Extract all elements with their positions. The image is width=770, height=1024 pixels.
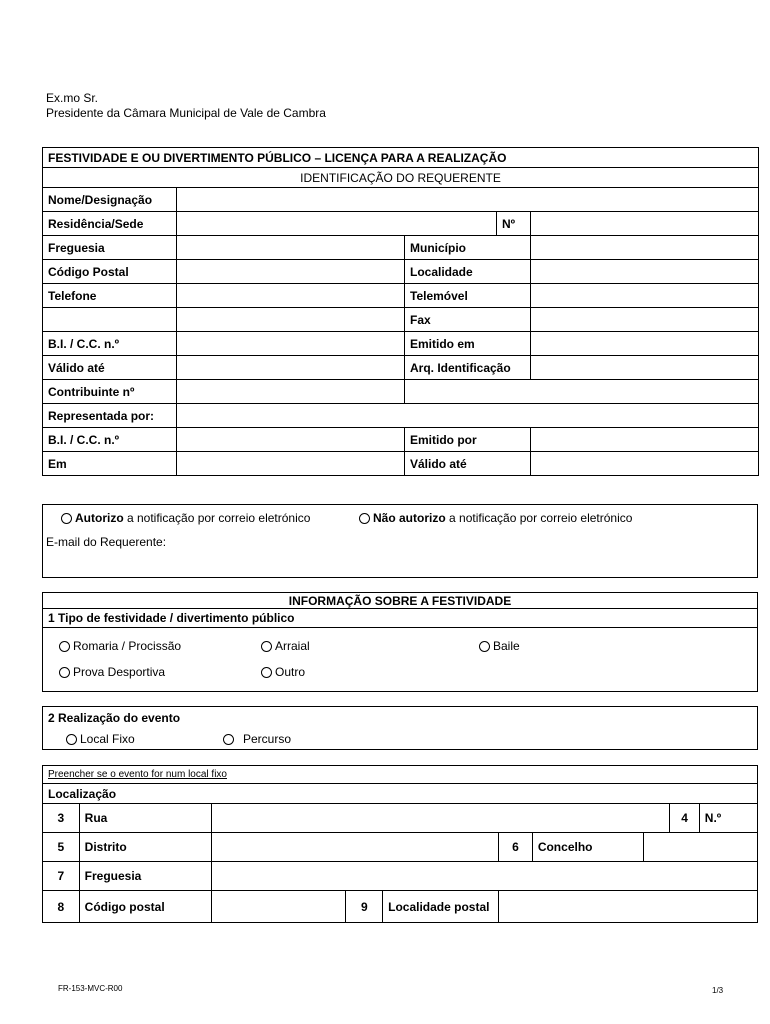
label-telefone: Telefone	[43, 284, 177, 308]
option-percurso[interactable]	[223, 732, 291, 746]
row-number: 3	[43, 804, 80, 833]
field-residencia[interactable]	[177, 212, 497, 236]
radio-circle-icon[interactable]	[479, 641, 490, 652]
field-municipio[interactable]	[531, 236, 759, 260]
form-title: FESTIVIDADE E OU DIVERTIMENTO PÚBLICO – LICENÇA PARA A REALIZAÇÃO	[43, 148, 759, 168]
label-residencia: Residência/Sede	[43, 212, 177, 236]
label-numero-porta	[699, 804, 757, 833]
nao-autorizo-text: a notificação por correio eletrónico	[445, 511, 633, 525]
label-numero: Nº	[497, 212, 531, 236]
field-em[interactable]	[177, 452, 405, 476]
field-emitido-em[interactable]	[531, 332, 759, 356]
radio-circle-icon[interactable]	[59, 667, 70, 678]
field-telefone[interactable]	[177, 284, 405, 308]
label-rua: Rua	[79, 804, 211, 833]
field-telemovel[interactable]	[531, 284, 759, 308]
realizacao-heading: 2 Realização do evento	[48, 711, 181, 725]
option-baile[interactable]	[479, 639, 520, 653]
blank-cell	[43, 308, 177, 332]
local-heading: Localização	[43, 784, 758, 804]
option-autorizo[interactable]	[61, 511, 310, 525]
label-emitido-em: Emitido em	[405, 332, 531, 356]
addressee: Presidente da Câmara Municipal de Vale de Cambra	[46, 106, 326, 120]
field-valido-ate[interactable]	[177, 356, 405, 380]
local-note: Preencher se o evento for num local fixo	[43, 766, 758, 784]
row-number: 6	[499, 833, 533, 862]
label-freguesia: Freguesia	[43, 236, 177, 260]
label-emitido-por: Emitido por	[405, 428, 531, 452]
label-distrito: Distrito	[79, 833, 211, 862]
blank-cell	[177, 308, 405, 332]
label-freguesia-local: Freguesia	[79, 862, 211, 891]
divider	[43, 627, 757, 628]
radio-circle-icon[interactable]	[223, 734, 234, 745]
option-label: Romaria / Procissão	[73, 639, 182, 653]
realizacao-box	[42, 706, 758, 750]
label-concelho: Concelho	[532, 833, 643, 862]
field-localidade-postal[interactable]	[499, 891, 758, 923]
label-localidade: Localidade	[405, 260, 531, 284]
row-number: 5	[43, 833, 80, 862]
label-localidade-postal: Localidade postal	[383, 891, 499, 923]
row-number: 8	[43, 891, 80, 923]
info-title: INFORMAÇÃO SOBRE A FESTIVIDADE	[288, 594, 512, 608]
option-label: Baile	[493, 639, 520, 653]
field-distrito[interactable]	[212, 833, 499, 862]
field-rua[interactable]	[212, 804, 670, 833]
salutation: Ex.mo Sr.	[46, 91, 99, 105]
radio-circle-icon[interactable]	[66, 734, 77, 745]
label-telemovel: Telemóvel	[405, 284, 531, 308]
divider	[43, 608, 757, 609]
option-local-fixo[interactable]	[66, 732, 135, 746]
row-number: 9	[346, 891, 383, 923]
field-freguesia[interactable]	[177, 236, 405, 260]
field-codigo-postal[interactable]	[177, 260, 405, 284]
radio-circle-icon[interactable]	[61, 513, 72, 524]
label-em: Em	[43, 452, 177, 476]
notification-box	[42, 504, 758, 578]
autorizo-text: a notificação por correio eletrónico	[123, 511, 311, 525]
option-arraial[interactable]	[261, 639, 310, 653]
field-fax[interactable]	[531, 308, 759, 332]
label-valido-ate-representante: Válido até	[405, 452, 531, 476]
option-nao-autorizo[interactable]	[359, 511, 632, 525]
field-bi-representante[interactable]	[177, 428, 405, 452]
field-nome[interactable]	[177, 188, 759, 212]
form-code: FR-153-MVC-R00	[58, 984, 123, 993]
field-contribuinte[interactable]	[177, 380, 405, 404]
label-contribuinte: Contribuinte nº	[43, 380, 177, 404]
field-numero[interactable]	[531, 212, 759, 236]
nao-autorizo-label: Não autorizo	[373, 511, 446, 525]
option-label: Outro	[275, 665, 306, 679]
option-label: Arraial	[275, 639, 310, 653]
option-label: Percurso	[243, 732, 292, 746]
page-number: 1/3	[712, 986, 724, 995]
label-codigo-postal: Código Postal	[43, 260, 177, 284]
option-label: Prova Desportiva	[73, 665, 166, 679]
autorizo-label: Autorizo	[75, 511, 124, 525]
label-fax: Fax	[405, 308, 531, 332]
field-bi[interactable]	[177, 332, 405, 356]
field-valido-ate-representante[interactable]	[531, 452, 759, 476]
label-valido-ate: Válido até	[43, 356, 177, 380]
option-outro[interactable]	[261, 665, 305, 679]
option-label: Local Fixo	[80, 732, 135, 746]
field-localidade[interactable]	[531, 260, 759, 284]
label-municipio: Município	[405, 236, 531, 260]
radio-circle-icon[interactable]	[261, 641, 272, 652]
field-arq[interactable]	[531, 356, 759, 380]
label-arq: Arq. Identificação	[405, 356, 531, 380]
requerente-table	[42, 147, 759, 476]
label-codigo-postal-local: Código postal	[79, 891, 211, 923]
info-box	[42, 592, 758, 692]
localizacao-table	[42, 765, 758, 923]
field-concelho[interactable]	[643, 833, 757, 862]
email-label: E-mail do Requerente:	[46, 535, 167, 549]
field-freguesia-local[interactable]	[212, 862, 758, 891]
row-number: 4	[670, 804, 700, 833]
section-requerente-title: IDENTIFICAÇÃO DO REQUERENTE	[43, 168, 759, 188]
tipo-heading: 1 Tipo de festividade / divertimento público	[48, 611, 295, 625]
radio-circle-icon[interactable]	[359, 513, 370, 524]
row-number: 7	[43, 862, 80, 891]
blank-cell	[405, 380, 759, 404]
radio-circle-icon[interactable]	[59, 641, 70, 652]
label-representada: Representada por:	[43, 404, 177, 428]
label-no-text: N.º	[704, 811, 722, 825]
label-nome: Nome/Designação	[43, 188, 177, 212]
radio-circle-icon[interactable]	[261, 667, 272, 678]
option-prova-desportiva[interactable]	[59, 665, 165, 679]
option-romaria[interactable]	[59, 639, 181, 653]
field-representada[interactable]	[177, 404, 759, 428]
field-emitido-por[interactable]	[531, 428, 759, 452]
label-bi-representante: B.I. / C.C. n.º	[43, 428, 177, 452]
field-codigo-postal-local[interactable]	[212, 891, 346, 923]
label-bi: B.I. / C.C. n.º	[43, 332, 177, 356]
